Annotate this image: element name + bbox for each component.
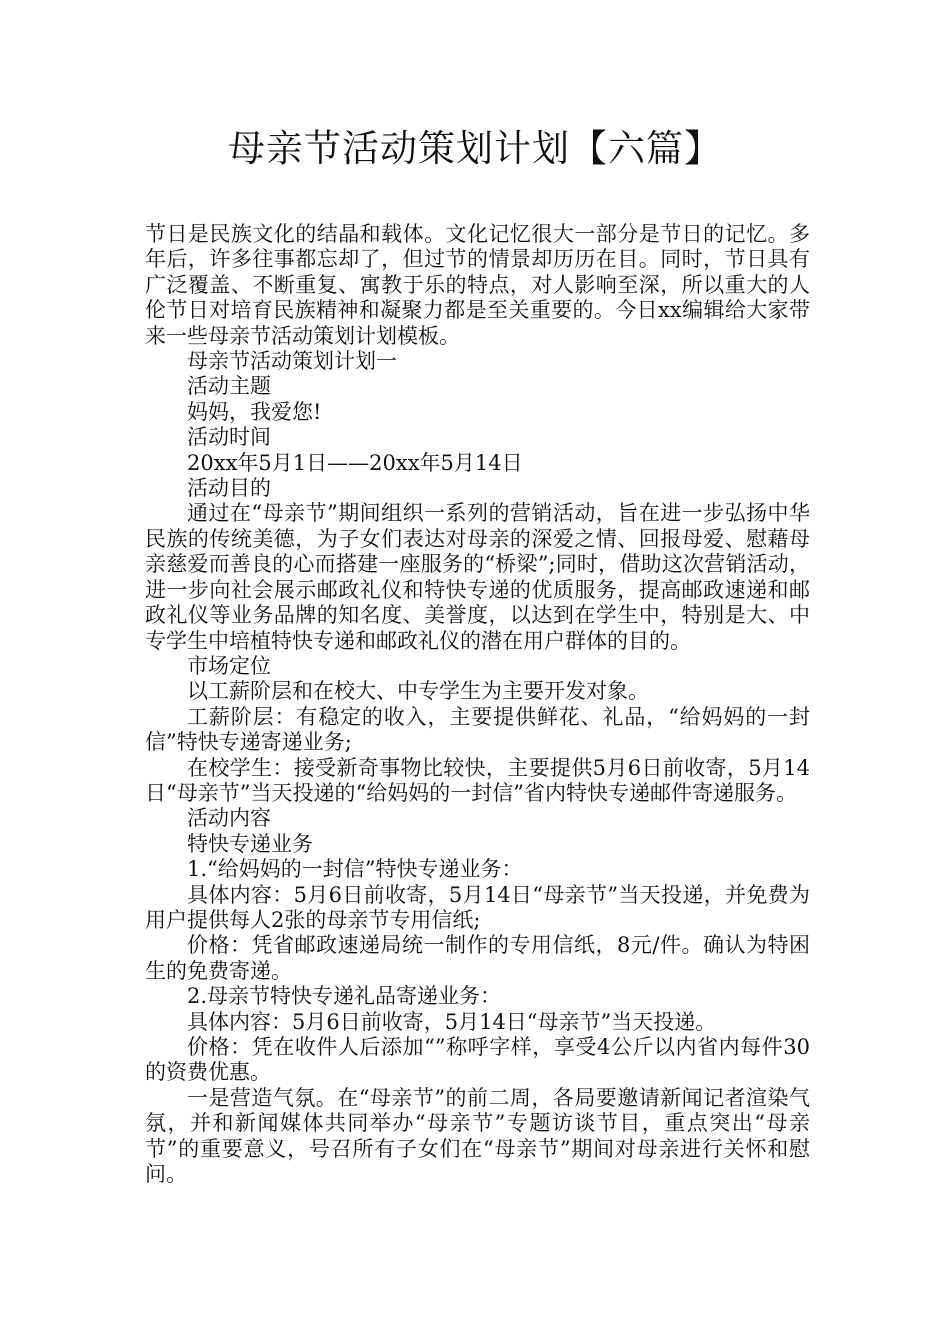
salaried-class-text: 工薪阶层：有稳定的收入，主要提供鲜花、礼品，“给妈妈的一封信”特快专递寄递业务; (145, 704, 810, 755)
item-gift-service: 2.母亲节特快专递礼品寄递业务： (187, 984, 502, 1009)
label-activity-content: 活动内容 (187, 806, 271, 831)
letter-service-content: 具体内容：5月6日前收寄，5月14日“母亲节”当天投递，并免费为用户提供每人2张的母亲节专用信纸; (145, 882, 810, 932)
document-title: 母亲节活动策划计划【六篇】 (228, 127, 722, 170)
label-activity-theme: 活动主题 (187, 374, 271, 399)
gift-service-content: 具体内容：5月6日前收寄，5月14日“母亲节”当天投递。 (187, 1009, 717, 1034)
activity-theme-text: 妈妈，我爱您! (187, 399, 322, 424)
section-heading-plan-one: 母亲节活动策划计划一 (187, 349, 397, 374)
label-express-service: 特快专递业务 (187, 831, 313, 856)
gift-service-price: 价格：凭在收件人后添加“”称呼字样，享受4公斤以内省内每件30的资费优惠。 (145, 1035, 810, 1085)
document-body (145, 222, 810, 1187)
label-market-positioning: 市场定位 (187, 653, 271, 678)
label-activity-purpose: 活动目的 (187, 476, 271, 501)
item-letter-service: 1.“给妈妈的一封信”特快专递业务： (187, 857, 523, 882)
activity-purpose-text: 通过在“母亲节”期间组织一系列的营销活动，旨在进一步弘扬中华民族的传统美德，为子女们表达对母亲的深爱之情、回报母爱、慰藉母亲慈爱而善良的心而搭建一座服务的“桥梁”;同时，借助这次营销活动，进一步向社会展示邮政礼仪和特快专递的优质服务，提高邮政速递和邮政礼仪等业务品牌的知名度、美誉度，以达到在学生中，特别是大、中专学生中培植特快专递和邮政礼仪的潜在用户群体的目的。 (145, 501, 810, 653)
atmosphere-paragraph: 一是营造气氛。在“母亲节”的前二周，各局要邀请新闻记者渲染气氛，并和新闻媒体共同举办“母亲节”专题访谈节目，重点突出“母亲节”的重要意义，号召所有子女们在“母亲节”期间对母亲进行关怀和慰问。 (145, 1085, 810, 1187)
letter-service-price: 价格：凭省邮政速递局统一制作的专用信纸，8元/件。确认为特困生的免费寄递。 (145, 933, 810, 983)
intro-paragraph: 节日是民族文化的结晶和载体。文化记忆很大一部分是节日的记忆。多年后，许多往事都忘却了，但过节的情景却历历在目。同时，节日具有广泛覆盖、不断重复、寓教于乐的特点，对人影响至深，所以重大的人伦节日对培育民族精神和凝聚力都是至关重要的。今日xx编辑给大家带来一些母亲节活动策划计划模板。 (145, 222, 810, 348)
label-activity-time: 活动时间 (187, 425, 271, 450)
activity-time-text: 20xx年5月1日——20xx年5月14日 (187, 450, 523, 475)
students-text: 在校学生：接受新奇事物比较快，主要提供5月6日前收寄，5月14日“母亲节”当天投递的“给妈妈的一封信”省内特快专递邮件寄递服务。 (145, 755, 810, 805)
market-positioning-text: 以工薪阶层和在校大、中专学生为主要开发对象。 (187, 679, 649, 704)
